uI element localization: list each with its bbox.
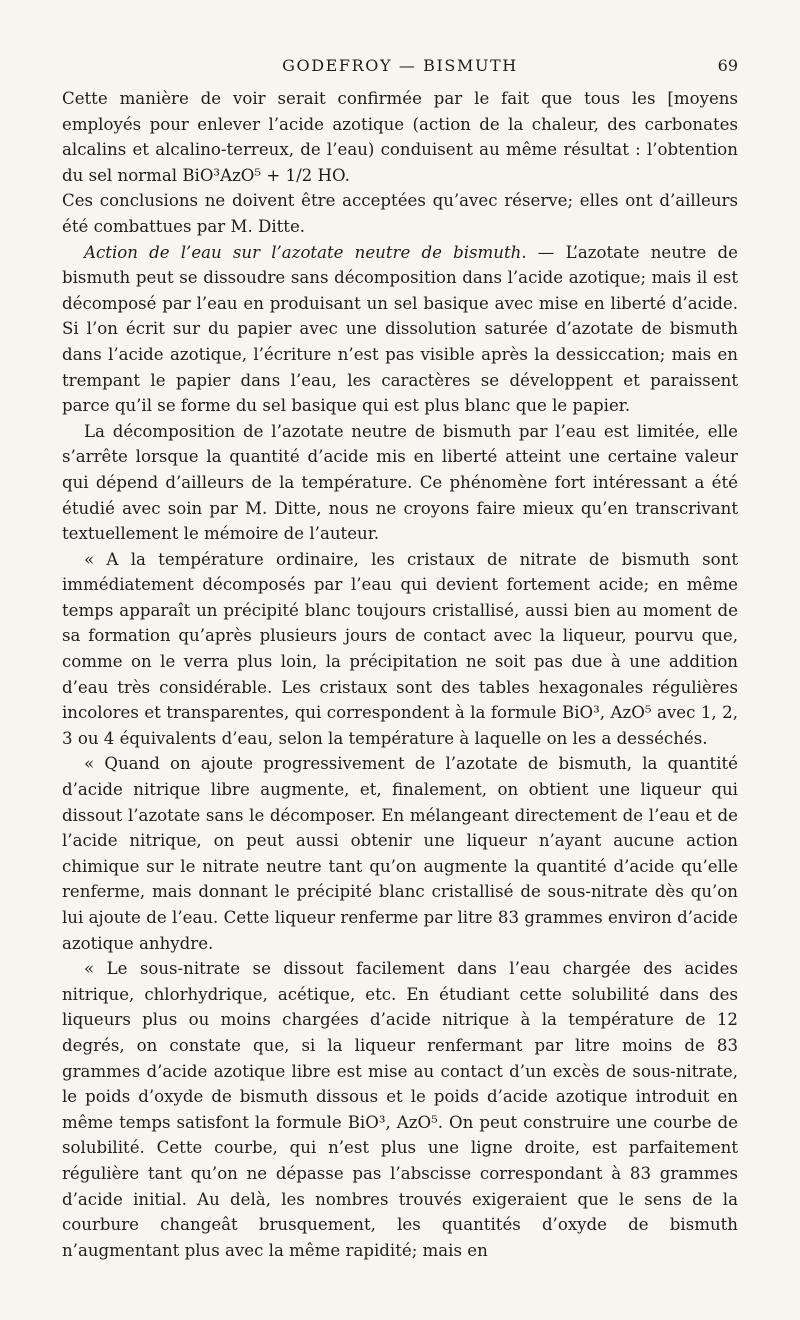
formula-normal-salt: BiO³AzO⁵ + 1/2 HO. [182,165,350,185]
paragraph-5-text-b: avec 1, 2, 3 ou 4 équivalents d’eau, selon la température à laquelle on les a desséchés. [62,703,738,748]
paragraph-3 [62,240,738,419]
paragraph-5-text-a: « A la température ordinaire, les cristaux de nitrate de bismuth sont immédiatement décomposés par l’eau qui devient fortement acide; en même temps apparaît un précipité blanc toujours cristallisé, aussi bien au moment de sa formation qu’après plusieurs jours de contact avec la liqueur, pourvu que, comme on le verra plus loin, la précipitation ne soit pas due à une addition d’eau très considérable. Les cristaux sont des tables hexagonales régulières incolores et transparentes, qui correspondent à la formule [62,549,738,723]
body-text [62,86,738,1263]
paragraph-7-text-b: On peut construire une courbe de solubilité. Cette courbe, qui n’est plus une ligne droite, est parfaitement régulière tant qu’on ne dépasse pas l’abscisse correspondant à 83 grammes d’acide initial. Au delà, les nombres trouvés exigeraient que le sens de la courbure changeât brusquement, les quantités d’oxyde de bismuth n’augmentant plus avec la même rapidité; mais en [62,1112,738,1260]
page-number: 69 [717,56,738,75]
paragraph-7-text-a: « Le sous-nitrate se dissout facilement dans l’eau chargée des acides nitrique, chlorhydrique, acétique, etc. En étudiant cette solubilité dans des liqueurs plus ou moins chargées d’acide nitrique à la température de 12 degrés, on constate que, si la liqueur renfermant par litre moins de 83 grammes d’acide azotique libre est mise au contact d’un excès de sous-nitrate, le poids d’oxyde de bismuth dissous et le poids d’acide azotique introduit en même temps satisfont la formule [62,959,738,1132]
paragraph-5 [62,547,738,752]
formula-nitrate: BiO³, AzO⁵ [562,703,652,723]
page-header [62,52,738,82]
paragraph-1 [62,86,738,188]
section-heading: Action de l’eau sur l’azotate neutre de bismuth. [84,242,527,262]
paragraph-4: La décomposition de l’azotate neutre de bismuth par l’eau est limitée, elle s’arrête lorsque la quantité d’acide mis en liberté atteint une certaine valeur qui dépend d’ailleurs de la température. Ce phénomène fort intéressant a été étudié avec soin par M. Ditte, nous ne croyons faire mieux qu’en transcrivant textuellement le mémoire de l’auteur. [62,421,738,544]
paragraph-6: « Quand on ajoute progressivement de l’azotate de bismuth, la quantité d’acide nitrique libre augmente, et, finalement, on obtient une liqueur qui dissout l’azotate sans le décomposer. En mélangeant directement de l’eau et de l’acide nitrique, on peut aussi obtenir une liqueur n’ayant aucune action chimique sur le nitrate neutre tant qu’on augmente la quantité d’acide qu’elle renferme, mais donnant le précipité blanc cristallisé de sous-nitrate dès qu’on lui ajoute de l’eau. Cette liqueur renferme par litre 83 grammes environ d’acide azotique anhydre. [62,754,738,953]
paragraph-1-text: Cette manière de voir serait confirmée par le fait que tous les [moyens employés pour enlever l’acide azotique (action de la chaleur, des carbonates alcalins et alcalino-terreux, de l’eau) conduisent au même résultat : l’obtention du sel normal [62,89,738,185]
formula-subnitrate: BiO³, AzO⁵. [347,1112,444,1132]
paragraph-7 [62,956,738,1263]
paragraph-2: Ces conclusions ne doivent être acceptées qu’avec réserve; elles ont d’ailleurs été combattues par M. Ditte. [62,191,738,236]
paragraph-3-text: — L’azotate neutre de bismuth peut se dissoudre sans décomposition dans l’acide azotique; mais il est décomposé par l’eau en produisant un sel basique avec mise en liberté d’acide. Si l’on écrit sur du papier avec une dissolution saturée d’azotate de bismuth dans l’acide azotique, l’écriture n’est pas visible après la dessiccation; mais en trempant le papier dans l’eau, les caractères se développent et paraissent parce qu’il se forme du sel basique qui est plus blanc que le papier. [62,242,738,416]
running-title: GODEFROY — BISMUTH [282,56,518,75]
